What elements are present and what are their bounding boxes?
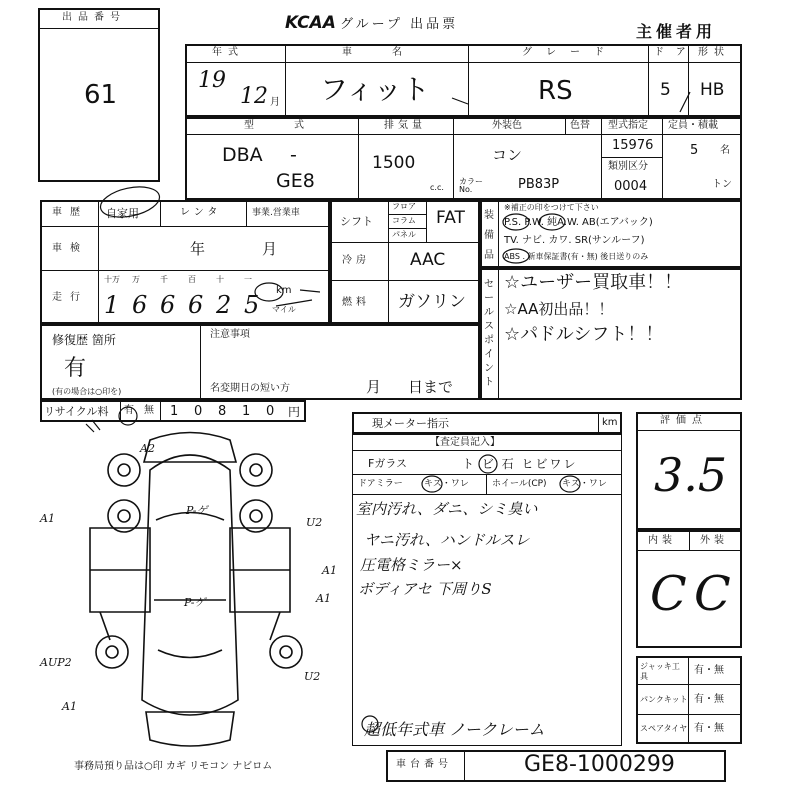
name-change-label: 名変期日の短い方 [210, 383, 290, 394]
fglass-label: Fガラス [368, 457, 407, 470]
mileage-label: 走行 [52, 292, 88, 303]
model-prefix: DBA [222, 144, 263, 166]
lot-number-value: 61 [84, 80, 118, 110]
fuel-value: ガソリン [398, 292, 466, 312]
mileage-unit-4: 十 [216, 275, 224, 284]
interior-label: 内装 [648, 535, 676, 546]
damage-mark-8: A1 [62, 700, 77, 713]
car-name-label: 車名 [342, 47, 442, 58]
exterior-grade-label: 外装 [700, 535, 728, 546]
exterior-color: コン [492, 146, 523, 164]
mileage-unit-2: 千 [160, 275, 168, 284]
mileage-digit-5: 5 [244, 291, 260, 319]
month-unit: 月 [270, 97, 280, 108]
chassis-label: 車台番号 [396, 759, 452, 770]
displacement: 1500 [372, 153, 416, 173]
year-label: 年式 [212, 47, 244, 58]
capacity-label: 定員・積載 [668, 120, 718, 131]
recycle-label: リサイクル料 [44, 405, 109, 418]
accessory-2-value: 有・無 [694, 694, 724, 705]
name-change-day: 日まで [408, 378, 454, 396]
color-no: PB83P [518, 177, 560, 192]
appraisal-note-2: ヤニ汚れ、ハンドルスレ [364, 531, 530, 549]
doors: 5 [660, 80, 671, 100]
recycle-digit-4: 0 [266, 404, 275, 419]
history-label: 車歴 [52, 207, 88, 218]
exterior-value: C [694, 566, 731, 622]
wheel-options: キズ・ワレ [562, 479, 607, 489]
mileage-unit-5: 一 [244, 275, 252, 284]
repair-value: 有 [64, 356, 87, 381]
wheel-label: ホイール(CP) [492, 479, 547, 489]
displacement-label: 排気量 [384, 120, 426, 131]
appraisal-title: 【査定員記入】 [430, 437, 500, 448]
recycle-digit-3: 1 [242, 404, 251, 419]
sales-point-1: ☆ユーザー買取車！！ [504, 272, 683, 293]
model-year: 19 [198, 68, 226, 93]
inspection-year-unit: 年 [190, 240, 206, 258]
inspection-label: 車検 [52, 243, 88, 254]
recycle-digit-2: 8 [218, 404, 227, 419]
mileage-unit-1: 万 [132, 275, 140, 284]
inspection-month-unit: 月 [262, 240, 278, 258]
remarks-label: 注意事項 [210, 329, 250, 340]
mileage-digit-3: 6 [188, 291, 204, 319]
mileage-digit-4: 2 [216, 291, 232, 319]
shift-value: FAT [436, 208, 465, 228]
sales-point-2: ☆AA初出品！！ [504, 300, 614, 318]
ac-label: 冷房 [342, 255, 370, 266]
history-business: 事業.営業車 [252, 208, 300, 218]
color-change-label: 色替 [570, 120, 590, 131]
body-label: 形状 [698, 47, 730, 58]
grade-label: グレード [522, 47, 618, 58]
score-label: 評価点 [660, 415, 708, 426]
fuel-label: 燃料 [342, 297, 370, 308]
accessory-1-value: 有・無 [694, 665, 724, 676]
damage-mark-9: U2 [304, 670, 321, 683]
appraisal-note-1: 室内汚れ、ダニ、シミ臭い [356, 500, 538, 518]
repair-note: (有の場合は○印を) [52, 387, 122, 396]
appraisal-note-3: 圧電格ミラー× [360, 556, 463, 574]
mileage-unit-0: 十万 [104, 275, 120, 284]
damage-mark-4: U2 [306, 516, 323, 529]
shift-panel: パネル [392, 230, 416, 239]
cc-unit: c.c. [430, 183, 444, 192]
meter-unit: km [602, 417, 618, 428]
grade: RS [538, 76, 573, 106]
equipment-line1: P.S. P.W. 純A.W. AB(エアバック) [504, 217, 653, 228]
chassis-number: GE8-1000299 [524, 752, 675, 777]
mileage-mile-unit: マイル [272, 305, 296, 314]
organizer-copy-label: 主催者用 [636, 22, 717, 41]
recycle-digit-0: 1 [170, 404, 179, 419]
type-cert: 15976 [612, 138, 654, 153]
damage-mark-0: A2 [140, 442, 155, 455]
mileage-digit-2: 6 [160, 291, 176, 319]
category: 0004 [614, 179, 648, 194]
accessory-3-label: スペアタイヤ [640, 724, 688, 733]
door-mirror-label: ドアミラー [358, 479, 403, 489]
accessory-3-value: 有・無 [694, 723, 724, 734]
damage-mark-1: A1 [40, 512, 55, 525]
repair-label: 修復歴 箇所 [52, 333, 116, 347]
fglass-options: ト ビ 石 ヒビワレ [462, 457, 578, 471]
damage-mark-6: A1 [316, 592, 331, 605]
damage-mark-2: P-ゲ [186, 504, 208, 517]
doors-label: ドア [654, 47, 698, 58]
mileage-digit-1: 6 [132, 291, 148, 319]
mileage-km-unit: km [276, 285, 292, 296]
model-label: 型式 [244, 120, 344, 131]
score-value: 3.5 [654, 448, 728, 502]
recycle-no: 無 [144, 405, 154, 416]
mileage-unit-3: 百 [188, 275, 196, 284]
color-no-label: カラーNo. [459, 177, 483, 194]
meter-label: 現メーター指示 [372, 417, 449, 430]
shift-column: コラム [392, 216, 416, 225]
office-note: 事務局預り品は○印 カギ リモコン ナビロム [74, 761, 273, 772]
damage-mark-3: P-ゲ [184, 596, 206, 609]
kcaa-logo: KCAA [285, 13, 336, 33]
recycle-digit-1: 0 [194, 404, 203, 419]
form-title: グループ 出品票 [340, 17, 459, 32]
recycle-yes: 有 [124, 405, 134, 416]
door-mirror-options: キズ・ワレ [424, 479, 469, 489]
name-change-month: 月 [366, 378, 382, 396]
model-code: GE8 [276, 170, 315, 192]
interior-value: C [650, 566, 687, 622]
shift-label: シフト [340, 215, 373, 228]
category-label: 類別区分 [608, 161, 648, 172]
damage-mark-7: AUP2 [40, 656, 72, 669]
lot-number-label: 出品番号 [62, 12, 126, 23]
equipment-label: 装備品 [484, 210, 494, 261]
exterior-label: 外装色 [492, 120, 522, 131]
accessory-2-label: パンクキット [640, 695, 688, 704]
accessory-1-label: ジャッキ工具 [640, 662, 680, 681]
body-type: HB [700, 80, 725, 100]
type-cert-label: 型式指定 [608, 120, 648, 131]
mileage-digit-0: 1 [104, 291, 120, 319]
shift-floor: フロア [392, 202, 416, 211]
equipment-line2: TV. ナビ. カワ. SR(サンルーフ) [504, 235, 645, 246]
equipment-note: ※補正の印をつけて下さい [504, 203, 599, 212]
recycle-unit: 円 [288, 405, 301, 419]
appraisal-bottom-note: 超低年式車 ノークレーム [364, 720, 545, 739]
damage-mark-5: A1 [322, 564, 337, 577]
car-name: フィット [320, 73, 430, 106]
ac-value: AAC [410, 250, 446, 270]
capacity: 5 [690, 143, 699, 158]
model-month: 12 [240, 84, 268, 109]
appraisal-note-4: ボディアセ 下周りS [358, 580, 492, 598]
sales-point-3: ☆パドルシフト！！ [504, 324, 664, 345]
capacity-unit: 名 [720, 145, 730, 156]
history-private: 自家用 [106, 207, 139, 220]
history-rental: レンタ [180, 207, 222, 218]
load-unit: トン [712, 179, 732, 190]
sales-points-label: セールスポイント [484, 279, 494, 388]
model-dash: - [290, 144, 297, 166]
equipment-line3: ABS . 新車保証書(有・無) 後日送りのみ [504, 252, 649, 261]
